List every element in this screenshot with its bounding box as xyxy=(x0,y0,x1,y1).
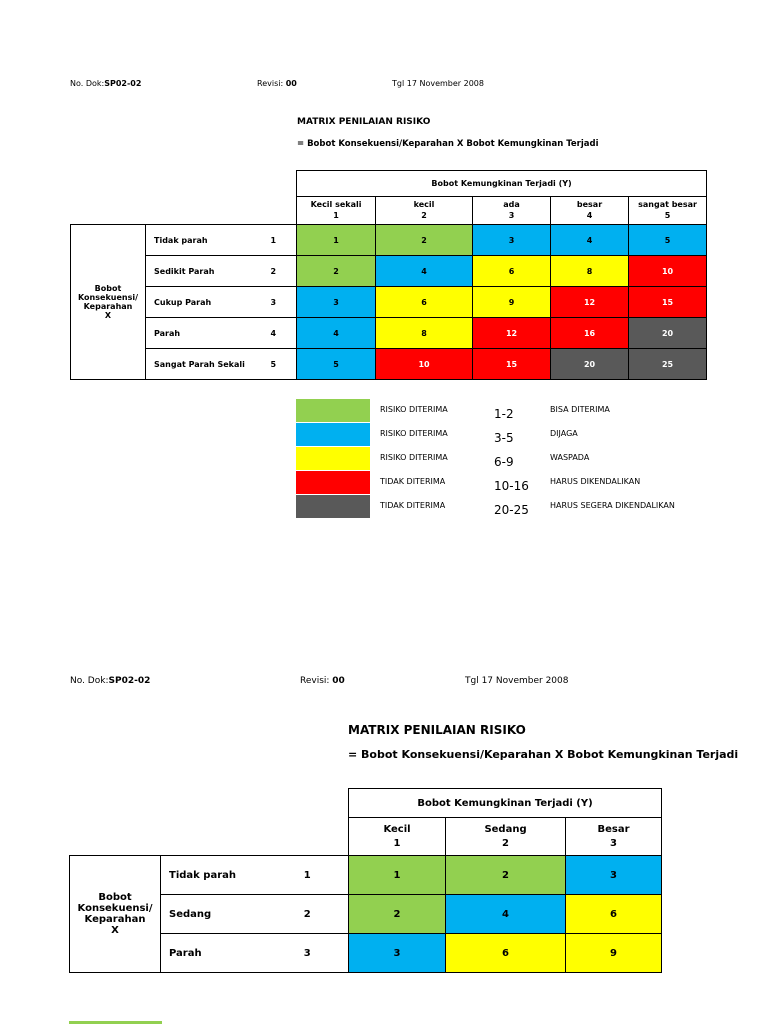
consequence-axis-title xyxy=(71,225,146,380)
risk-cell: 1 xyxy=(349,856,446,895)
doc-number: No. Dok:SP02-02 xyxy=(70,676,151,686)
risk-cell: 6 xyxy=(473,256,551,287)
legend-swatch-blue xyxy=(296,423,370,446)
risk-cell: 5 xyxy=(629,225,707,256)
risk-cell: 3 xyxy=(297,287,376,318)
legend-action: HARUS DIKENDALIKAN xyxy=(550,477,641,486)
risk-cell: 25 xyxy=(629,349,707,380)
consequence-axis-title-line: Bobot xyxy=(98,892,132,903)
legend-swatch-gray xyxy=(296,495,370,518)
risk-cell: 9 xyxy=(473,287,551,318)
severity-label: Sangat Parah Sekali xyxy=(146,349,251,380)
risk-cell: 15 xyxy=(629,287,707,318)
likelihood-column-header xyxy=(446,818,566,856)
likelihood-label: besar xyxy=(576,199,603,209)
blank-corner xyxy=(70,789,349,856)
risk-cell: 3 xyxy=(349,934,446,973)
severity-score: 2 xyxy=(251,256,297,287)
severity-label: Sedang xyxy=(161,895,267,934)
likelihood-score: 5 xyxy=(664,210,671,220)
severity-label: Tidak parah xyxy=(146,225,251,256)
likelihood-score: 4 xyxy=(586,210,593,220)
doc-number: No. Dok:SP02-02 xyxy=(70,79,142,88)
likelihood-column-header xyxy=(566,818,662,856)
matrix-title: MATRIX PENILAIAN RISIKO xyxy=(348,723,526,737)
matrix-title: MATRIX PENILAIAN RISIKO xyxy=(297,117,431,127)
consequence-axis-title-line: Keparahan xyxy=(83,302,133,311)
risk-cell: 2 xyxy=(446,856,566,895)
risk-cell: 12 xyxy=(473,318,551,349)
legend-range: 3-5 xyxy=(494,431,514,445)
severity-label: Tidak parah xyxy=(161,856,267,895)
legend-action: BISA DITERIMA xyxy=(550,405,610,414)
likelihood-label: Sedang xyxy=(484,824,527,835)
likelihood-label: Kecil sekali xyxy=(310,199,362,209)
likelihood-label: ada xyxy=(503,199,520,209)
severity-score: 1 xyxy=(251,225,297,256)
y-axis-title: Bobot Kemungkinan Terjadi (Y) xyxy=(297,171,707,197)
severity-score: 3 xyxy=(267,934,349,973)
risk-cell: 2 xyxy=(349,895,446,934)
risk-cell: 2 xyxy=(376,225,473,256)
consequence-axis-title-line: Konsekuensi/ xyxy=(78,293,138,302)
consequence-axis-title xyxy=(70,856,161,973)
consequence-axis-title-line: X xyxy=(111,925,119,936)
risk-cell: 4 xyxy=(551,225,629,256)
risk-cell: 20 xyxy=(629,318,707,349)
severity-score: 2 xyxy=(267,895,349,934)
risk-cell: 9 xyxy=(566,934,662,973)
risk-cell: 15 xyxy=(473,349,551,380)
matrix-formula: = Bobot Konsekuensi/Keparahan X Bobot Kemungkinan Terjadi xyxy=(297,139,599,149)
y-axis-title: Bobot Kemungkinan Terjadi (Y) xyxy=(349,789,662,818)
legend-range: 20-25 xyxy=(494,503,529,517)
revision: Revisi: 00 xyxy=(257,79,297,88)
legend-swatch-green xyxy=(296,399,370,422)
risk-cell: 6 xyxy=(566,895,662,934)
likelihood-column-header xyxy=(629,197,707,225)
likelihood-column-header xyxy=(349,818,446,856)
risk-cell: 20 xyxy=(551,349,629,380)
legend-action: DIJAGA xyxy=(550,429,578,438)
risk-cell: 8 xyxy=(551,256,629,287)
severity-score: 1 xyxy=(267,856,349,895)
risk-cell: 10 xyxy=(376,349,473,380)
risk-cell: 4 xyxy=(297,318,376,349)
severity-label: Sedikit Parah xyxy=(146,256,251,287)
likelihood-score: 3 xyxy=(610,837,618,849)
likelihood-score: 1 xyxy=(393,837,401,849)
likelihood-score: 2 xyxy=(421,210,427,220)
risk-cell: 16 xyxy=(551,318,629,349)
risk-cell: 8 xyxy=(376,318,473,349)
risk-cell: 6 xyxy=(376,287,473,318)
legend-action: WASPADA xyxy=(550,453,590,462)
consequence-axis-title-line: Konsekuensi/ xyxy=(77,903,153,914)
legend-range: 1-2 xyxy=(494,407,514,421)
likelihood-label: Besar xyxy=(597,824,630,835)
document-date: Tgl 17 November 2008 xyxy=(465,676,569,686)
severity-label: Parah xyxy=(146,318,251,349)
risk-cell: 10 xyxy=(629,256,707,287)
legend-status: RISIKO DITERIMA xyxy=(380,429,448,438)
risk-cell: 2 xyxy=(297,256,376,287)
risk-cell: 12 xyxy=(551,287,629,318)
severity-score: 5 xyxy=(251,349,297,380)
likelihood-column-header xyxy=(551,197,629,225)
legend-action: HARUS SEGERA DIKENDALIKAN xyxy=(550,501,675,510)
matrix-formula: = Bobot Konsekuensi/Keparahan X Bobot Kemungkinan Terjadi xyxy=(348,748,739,761)
legend-status: RISIKO DITERIMA xyxy=(380,453,448,462)
consequence-axis-title-line: X xyxy=(104,311,112,320)
severity-label: Cukup Parah xyxy=(146,287,251,318)
risk-cell: 3 xyxy=(473,225,551,256)
blank-corner xyxy=(71,171,297,225)
likelihood-column-header xyxy=(297,197,376,225)
legend-swatch-red xyxy=(296,471,370,494)
risk-matrix-5x5 xyxy=(70,170,707,380)
legend-range: 10-16 xyxy=(494,479,529,493)
risk-matrix-3x3 xyxy=(69,788,662,973)
likelihood-label: kecil xyxy=(413,199,435,209)
revision: Revisi: 00 xyxy=(300,676,345,686)
likelihood-column-header xyxy=(473,197,551,225)
likelihood-label: Kecil xyxy=(383,824,411,835)
likelihood-score: 1 xyxy=(333,210,339,220)
document-date: Tgl 17 November 2008 xyxy=(392,79,484,88)
risk-cell: 4 xyxy=(376,256,473,287)
likelihood-score: 2 xyxy=(502,837,510,849)
risk-cell: 6 xyxy=(446,934,566,973)
legend-swatch-yellow xyxy=(296,447,370,470)
risk-cell: 5 xyxy=(297,349,376,380)
consequence-axis-title-line: Bobot xyxy=(94,284,122,293)
risk-cell: 4 xyxy=(446,895,566,934)
likelihood-score: 3 xyxy=(508,210,515,220)
likelihood-column-header xyxy=(376,197,473,225)
risk-cell: 1 xyxy=(297,225,376,256)
severity-score: 3 xyxy=(251,287,297,318)
consequence-axis-title-line: Keparahan xyxy=(84,914,146,925)
severity-score: 4 xyxy=(251,318,297,349)
severity-label: Parah xyxy=(161,934,267,973)
legend-status: TIDAK DITERIMA xyxy=(380,477,446,486)
legend-status: RISIKO DITERIMA xyxy=(380,405,448,414)
likelihood-label: sangat besar xyxy=(638,199,697,209)
risk-cell: 3 xyxy=(566,856,662,895)
legend-range: 6-9 xyxy=(494,455,514,469)
legend-status: TIDAK DITERIMA xyxy=(380,501,446,510)
